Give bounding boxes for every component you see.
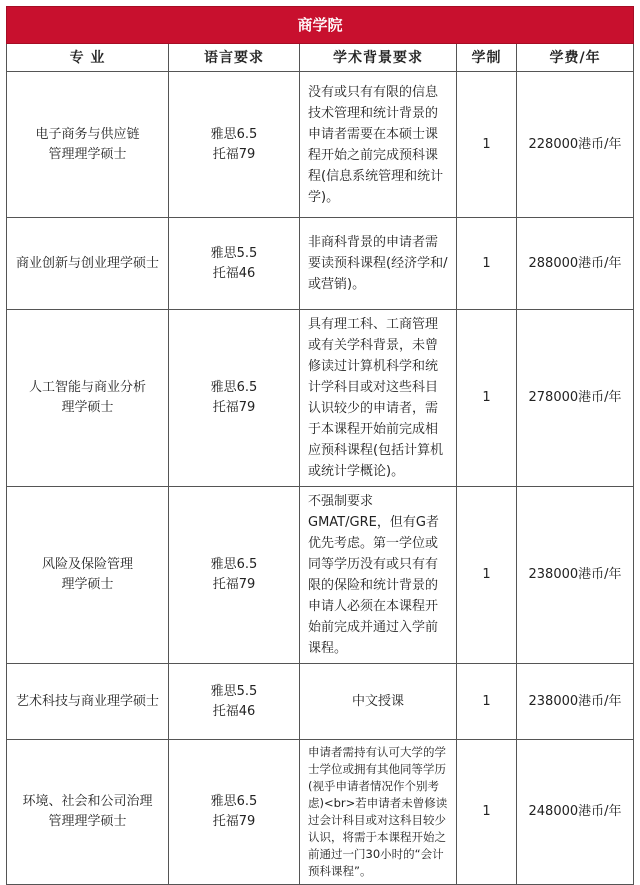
ielts: 雅思6.5 [210,794,258,809]
table-row [7,310,634,487]
program-table [6,6,634,885]
duration-cell: 1 [457,487,517,664]
tuition-cell: 238000港币/年 [517,664,634,740]
toefl: 托福46 [212,265,256,281]
major-line: 管理理学硕士 [48,814,127,829]
table-row [7,740,634,885]
toefl: 托福46 [212,703,256,719]
major-line: 理学硕士 [61,577,114,592]
header-language: 语言要求 [169,44,300,72]
duration-cell: 1 [457,740,517,885]
header-background: 学术背景要求 [300,44,457,72]
header-duration: 学制 [457,44,517,72]
major-line: 风险及保险管理 [41,557,133,572]
toefl: 托福79 [212,146,256,162]
header-tuition: 学费/年 [517,44,634,72]
major-cell [7,310,169,487]
major-cell [7,740,169,885]
language-cell [169,664,300,740]
header-major: 专 业 [7,44,169,72]
duration-cell: 1 [457,218,517,310]
table-row [7,487,634,664]
program-table-container [6,6,633,885]
major-line: 电子商务与供应链 [35,126,140,142]
background-cell: 中文授课 [300,664,457,740]
table-row [7,72,634,218]
ielts: 雅思6.5 [210,126,258,142]
major-line: 艺术科技与商业理学硕士 [15,693,159,709]
background-cell: 具有理工科、工商管理或有关学科背景，未曾修读过计算机科学和统计学科目或对这些科目认识较少的申请者，需于本课程开始前完成相应预科课程(包括计算机或统计学概论)。 [300,310,457,487]
toefl: 托福79 [212,814,256,829]
language-cell [169,72,300,218]
background-cell: 非商科背景的申请者需要读预科课程(经济学和/或营销)。 [300,218,457,310]
tuition-cell: 238000港币/年 [517,487,634,664]
duration-cell: 1 [457,664,517,740]
ielts: 雅思5.5 [210,683,258,699]
duration-cell: 1 [457,310,517,487]
background-cell: 不强制要求GMAT/GRE，但有G者优先考虑。第一学位或同等学历没有或只有有限的保险和统计背景的申请人必须在本课程开始前完成并通过入学前课程。 [300,487,457,664]
tuition-cell: 278000港币/年 [517,310,634,487]
toefl: 托福79 [212,577,256,592]
background-cell: 没有或只有有限的信息技术管理和统计背景的申请者需要在本硕士课程开始之前完成预科课程(信息系统管理和统计学)。 [300,72,457,218]
major-line: 理学硕士 [61,400,114,415]
major-line: 人工智能与商业分析 [28,380,146,395]
tuition-cell: 288000港币/年 [517,218,634,310]
ielts: 雅思5.5 [210,245,258,261]
language-cell [169,740,300,885]
major-cell [7,664,169,740]
major-line: 商业创新与创业理学硕士 [15,255,159,271]
ielts: 雅思6.5 [210,557,258,572]
major-cell [7,72,169,218]
language-cell [169,310,300,487]
table-row [7,218,634,310]
header-row [7,44,634,72]
major-cell [7,487,169,664]
table-row [7,664,634,740]
tuition-cell: 248000港币/年 [517,740,634,885]
tuition-cell: 228000港币/年 [517,72,634,218]
toefl: 托福79 [212,400,256,415]
duration-cell: 1 [457,72,517,218]
major-line: 管理理学硕士 [48,146,127,162]
title-row [7,7,634,44]
language-cell [169,218,300,310]
major-cell [7,218,169,310]
background-cell: 申请者需持有认可大学的学士学位或拥有其他同等学历(视乎申请者情况作个别考虑)<br>若申请者未曾修读过会计科目或对这科目较少认识，将需于本课程开始之前通过一门30小时的“会计预科课程”。 [300,740,457,885]
major-line: 环境、社会和公司治理 [22,794,153,809]
ielts: 雅思6.5 [210,380,258,395]
language-cell [169,487,300,664]
school-title: 商学院 [7,7,634,44]
